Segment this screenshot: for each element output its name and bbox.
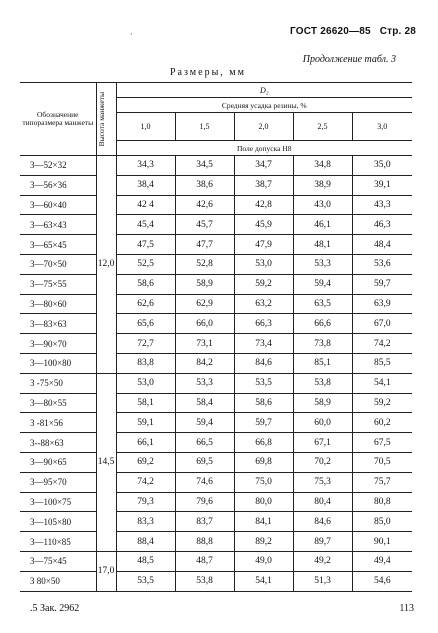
d2-value-cell: 53,8: [293, 373, 352, 393]
designation-header-cell: [20, 83, 96, 156]
d2-value-cell: 53,0: [116, 373, 175, 393]
designation-cell: 3—70×50: [20, 254, 96, 274]
d2-value-cell: 83,7: [175, 512, 234, 532]
designation-cell: 3—75×55: [20, 274, 96, 294]
d2-value-cell: 58,6: [234, 393, 293, 413]
designation-cell: 3—75×45: [20, 551, 96, 571]
d2-value-cell: 38,4: [116, 175, 175, 195]
d2-value-cell: 80,8: [352, 492, 412, 512]
d2-value-cell: 84,1: [234, 512, 293, 532]
page-header: [290, 26, 416, 37]
d2-value-cell: 66,3: [234, 314, 293, 334]
d2-value-cell: 34,7: [234, 156, 293, 176]
d2-value-cell: 43,0: [293, 195, 352, 215]
d2-value-cell: 75,7: [352, 472, 412, 492]
d2-value-cell: 54,1: [234, 571, 293, 591]
d2-value-cell: 53,3: [293, 254, 352, 274]
d2-value-cell: 74,2: [116, 472, 175, 492]
d2-value-cell: 47,9: [234, 235, 293, 255]
designation-cell: 3—80×60: [20, 294, 96, 314]
designation-cell: 3—100×75: [20, 492, 96, 512]
designation-cell: 3-‑88×63: [20, 433, 96, 453]
d2-value-cell: 63,2: [234, 294, 293, 314]
shrinkage-header: Средняя усадка резины, %: [116, 98, 412, 113]
d2-value-cell: 73,1: [175, 334, 234, 354]
d2-value-cell: 66,0: [175, 314, 234, 334]
table-row: [20, 492, 412, 512]
d2-value-cell: 43,3: [352, 195, 412, 215]
designation-cell: 3—95×70: [20, 472, 96, 492]
d2-value-cell: 62,9: [175, 294, 234, 314]
shrinkage-percent: 2,5: [293, 113, 352, 141]
d2-value-cell: 85,1: [293, 353, 352, 373]
d2-value-cell: 65,6: [116, 314, 175, 334]
d2-header: D₂: [116, 83, 412, 98]
table-row: [20, 215, 412, 235]
height-cell: 17,0: [96, 551, 116, 591]
d2-value-cell: 53,5: [116, 571, 175, 591]
designation-cell: 3—65×45: [20, 235, 96, 255]
dimensions-caption: Размеры, мм: [170, 67, 246, 78]
scan-mark: ·: [130, 30, 133, 39]
d2-value-cell: 59,4: [175, 413, 234, 433]
d2-value-cell: 70,5: [352, 452, 412, 472]
height-header: Высота манжеты: [96, 91, 106, 147]
d2-value-cell: 90,1: [352, 532, 412, 552]
table-row: [20, 551, 412, 571]
d2-value-cell: 85,5: [352, 353, 412, 373]
d2-value-cell: 67,0: [352, 314, 412, 334]
designation-cell: 3—80×55: [20, 393, 96, 413]
d2-value-cell: 59,7: [234, 413, 293, 433]
table-row: [20, 195, 412, 215]
d2-value-cell: 66,1: [116, 433, 175, 453]
designation-cell: 3—63×43: [20, 215, 96, 235]
designation-cell: 3—110×85: [20, 532, 96, 552]
d2-value-cell: 58,6: [116, 274, 175, 294]
table-row: [20, 433, 412, 453]
d2-value-cell: 69,5: [175, 452, 234, 472]
d2-value-cell: 84,2: [175, 353, 234, 373]
table-row: [20, 254, 412, 274]
table-row: [20, 334, 412, 354]
d2-value-cell: 89,2: [234, 532, 293, 552]
d2-value-cell: 47,7: [175, 235, 234, 255]
designation-cell: 3—60×40: [20, 195, 96, 215]
d2-value-cell: 42,8: [234, 195, 293, 215]
d2-value-cell: 72,7: [116, 334, 175, 354]
d2-value-cell: 52,8: [175, 254, 234, 274]
d2-value-cell: 45,4: [116, 215, 175, 235]
shrinkage-percent: 1,0: [116, 113, 175, 141]
header-page: Стр. 28: [379, 26, 416, 37]
d2-value-cell: 84,6: [293, 512, 352, 532]
d2-value-cell: 83,8: [116, 353, 175, 373]
d2-value-cell: 63,5: [293, 294, 352, 314]
dimensions-table: [20, 82, 412, 592]
shrinkage-percent: 1,5: [175, 113, 234, 141]
shrinkage-percent: 2,0: [234, 113, 293, 141]
d2-value-cell: 54,1: [352, 373, 412, 393]
d2-value-cell: 84,6: [234, 353, 293, 373]
height-cell: 14,5: [96, 373, 116, 551]
d2-value-cell: 59,2: [234, 274, 293, 294]
d2-value-cell: 63,9: [352, 294, 412, 314]
height-header-cell: [96, 83, 116, 156]
d2-value-cell: 46,1: [293, 215, 352, 235]
d2-value-cell: 54,6: [352, 571, 412, 591]
d2-value-cell: 48,7: [175, 551, 234, 571]
d2-value-cell: 59,7: [352, 274, 412, 294]
designation-cell: 3—90×70: [20, 334, 96, 354]
d2-value-cell: 73,4: [234, 334, 293, 354]
order-number: .5 Зак. 2962: [30, 603, 80, 614]
d2-value-cell: 66,8: [234, 433, 293, 453]
d2-value-cell: 48,1: [293, 235, 352, 255]
d2-value-cell: 59,2: [352, 393, 412, 413]
table-row: [20, 175, 412, 195]
shrinkage-percent: 3,0: [352, 113, 412, 141]
d2-value-cell: 39,1: [352, 175, 412, 195]
height-cell: 12,0: [96, 156, 116, 374]
d2-value-cell: 48,4: [352, 235, 412, 255]
d2-value-cell: 75,3: [293, 472, 352, 492]
d2-value-cell: 49,0: [234, 551, 293, 571]
d2-value-cell: 75,0: [234, 472, 293, 492]
d2-value-cell: 58,1: [116, 393, 175, 413]
d2-value-cell: 53,5: [234, 373, 293, 393]
d2-value-cell: 42,6: [175, 195, 234, 215]
d2-value-cell: 49,2: [293, 551, 352, 571]
d2-value-cell: 66,6: [293, 314, 352, 334]
designation-cell: 3—90×65: [20, 452, 96, 472]
d2-value-cell: 53,3: [175, 373, 234, 393]
d2-value-cell: 69,8: [234, 452, 293, 472]
table-row: [20, 274, 412, 294]
d2-value-cell: 69,2: [116, 452, 175, 472]
table-row: [20, 452, 412, 472]
d2-value-cell: 51,3: [293, 571, 352, 591]
d2-value-cell: 35,0: [352, 156, 412, 176]
table-row: [20, 472, 412, 492]
d2-value-cell: 53,6: [352, 254, 412, 274]
d2-value-cell: 45,7: [175, 215, 234, 235]
d2-value-cell: 38,6: [175, 175, 234, 195]
d2-value-cell: 58,4: [175, 393, 234, 413]
designation-cell: 3—105×80: [20, 512, 96, 532]
d2-value-cell: 34,3: [116, 156, 175, 176]
d2-value-cell: 59,4: [293, 274, 352, 294]
d2-value-cell: 88,8: [175, 532, 234, 552]
d2-value-cell: 67,5: [352, 433, 412, 453]
d2-value-cell: 58,9: [175, 274, 234, 294]
d2-value-cell: 52,5: [116, 254, 175, 274]
d2-value-cell: 80,0: [234, 492, 293, 512]
d2-value-cell: 59,1: [116, 413, 175, 433]
d2-value-cell: 74,2: [352, 334, 412, 354]
table-row: [20, 314, 412, 334]
designation-cell: 3—100×80: [20, 353, 96, 373]
table-row: [20, 512, 412, 532]
d2-value-cell: 34,8: [293, 156, 352, 176]
tolerance-header: Поле допуска Н8: [116, 141, 412, 156]
d2-value-cell: 47,5: [116, 235, 175, 255]
designation-cell: 3—52×32: [20, 156, 96, 176]
d2-value-cell: 80,4: [293, 492, 352, 512]
d2-value-cell: 53,0: [234, 254, 293, 274]
d2-value-cell: 88,4: [116, 532, 175, 552]
page-number: 113: [399, 603, 414, 614]
designation-cell: 3 80×50: [20, 571, 96, 591]
d2-value-cell: 34,5: [175, 156, 234, 176]
designation-header: Обозначение типоразмера манжеты: [22, 110, 94, 127]
d2-value-cell: 60,2: [352, 413, 412, 433]
table-row: [20, 571, 412, 591]
table-row: [20, 353, 412, 373]
d2-value-cell: 49,4: [352, 551, 412, 571]
table-row: [20, 235, 412, 255]
d2-value-cell: 83,3: [116, 512, 175, 532]
d2-value-cell: 45,9: [234, 215, 293, 235]
d2-value-cell: 73,8: [293, 334, 352, 354]
designation-cell: 3 -75×50: [20, 373, 96, 393]
d2-value-cell: 67,1: [293, 433, 352, 453]
d2-value-cell: 58,9: [293, 393, 352, 413]
d2-value-cell: 48,5: [116, 551, 175, 571]
table-continuation: Продолжение табл. 3: [302, 54, 396, 65]
d2-value-cell: 38,9: [293, 175, 352, 195]
table-row: [20, 413, 412, 433]
standard-number: ГОСТ 26620—85: [290, 26, 371, 37]
table-row: [20, 294, 412, 314]
d2-value-cell: 38,7: [234, 175, 293, 195]
designation-cell: 3—56×36: [20, 175, 96, 195]
designation-cell: 3 -81×56: [20, 413, 96, 433]
d2-value-cell: 60,0: [293, 413, 352, 433]
d2-value-cell: 79,3: [116, 492, 175, 512]
table-row: [20, 156, 412, 176]
table-row: [20, 393, 412, 413]
d2-value-cell: 89,7: [293, 532, 352, 552]
d2-value-cell: 46,3: [352, 215, 412, 235]
table-row: [20, 532, 412, 552]
d2-value-cell: 74,6: [175, 472, 234, 492]
d2-value-cell: 70,2: [293, 452, 352, 472]
d2-value-cell: 66,5: [175, 433, 234, 453]
d2-value-cell: 79,6: [175, 492, 234, 512]
table-row: [20, 373, 412, 393]
d2-value-cell: 42 4: [116, 195, 175, 215]
d2-value-cell: 53,8: [175, 571, 234, 591]
d2-value-cell: 62,6: [116, 294, 175, 314]
designation-cell: 3—83×63: [20, 314, 96, 334]
d2-value-cell: 85,0: [352, 512, 412, 532]
